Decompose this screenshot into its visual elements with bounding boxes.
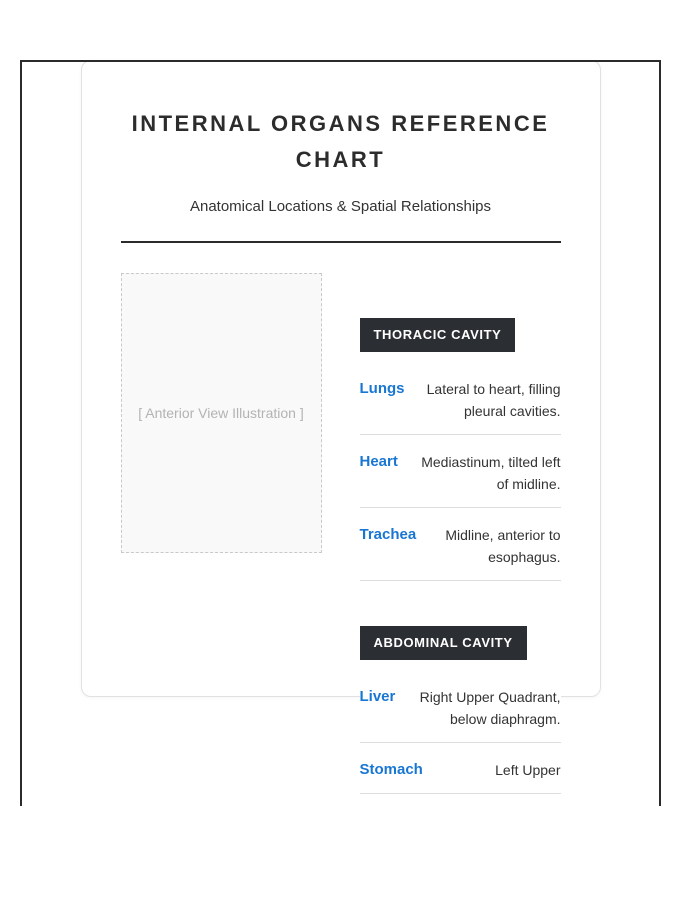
illustration-placeholder-label: [ Anterior View Illustration ] [138,405,304,421]
organ-location: Left Upper [495,762,561,778]
organ-name: Lungs [359,380,405,397]
organ-row [360,743,561,794]
organ-row [360,435,561,508]
content-columns [121,273,561,794]
organ-row [360,508,561,581]
illustration-placeholder-box [121,273,322,553]
organ-name: Trachea [359,526,417,543]
organ-location: Midline, anterior to esophagus. [445,527,561,565]
organ-name: Heart [359,453,398,470]
organ-name: Liver [359,688,396,705]
organ-row [360,670,561,743]
organ-location: Lateral to heart, filling pleural cavities. [426,381,561,419]
title-divider [121,241,561,243]
organ-sections [360,273,561,794]
page-subtitle: Anatomical Locations & Spatial Relationships [189,198,491,215]
section-heading: THORACIC CAVITY [360,318,516,352]
organ-name: Stomach [359,761,423,778]
section-heading: ABDOMINAL CAVITY [360,626,527,660]
organ-location: Mediastinum, tilted left of midline. [421,454,561,492]
reference-card [81,60,601,778]
organ-row [360,362,561,435]
page-title: INTERNAL ORGANS REFERENCE CHART [131,111,550,172]
organ-location: Right Upper Quadrant, below diaphragm. [419,689,561,727]
page [20,60,661,806]
